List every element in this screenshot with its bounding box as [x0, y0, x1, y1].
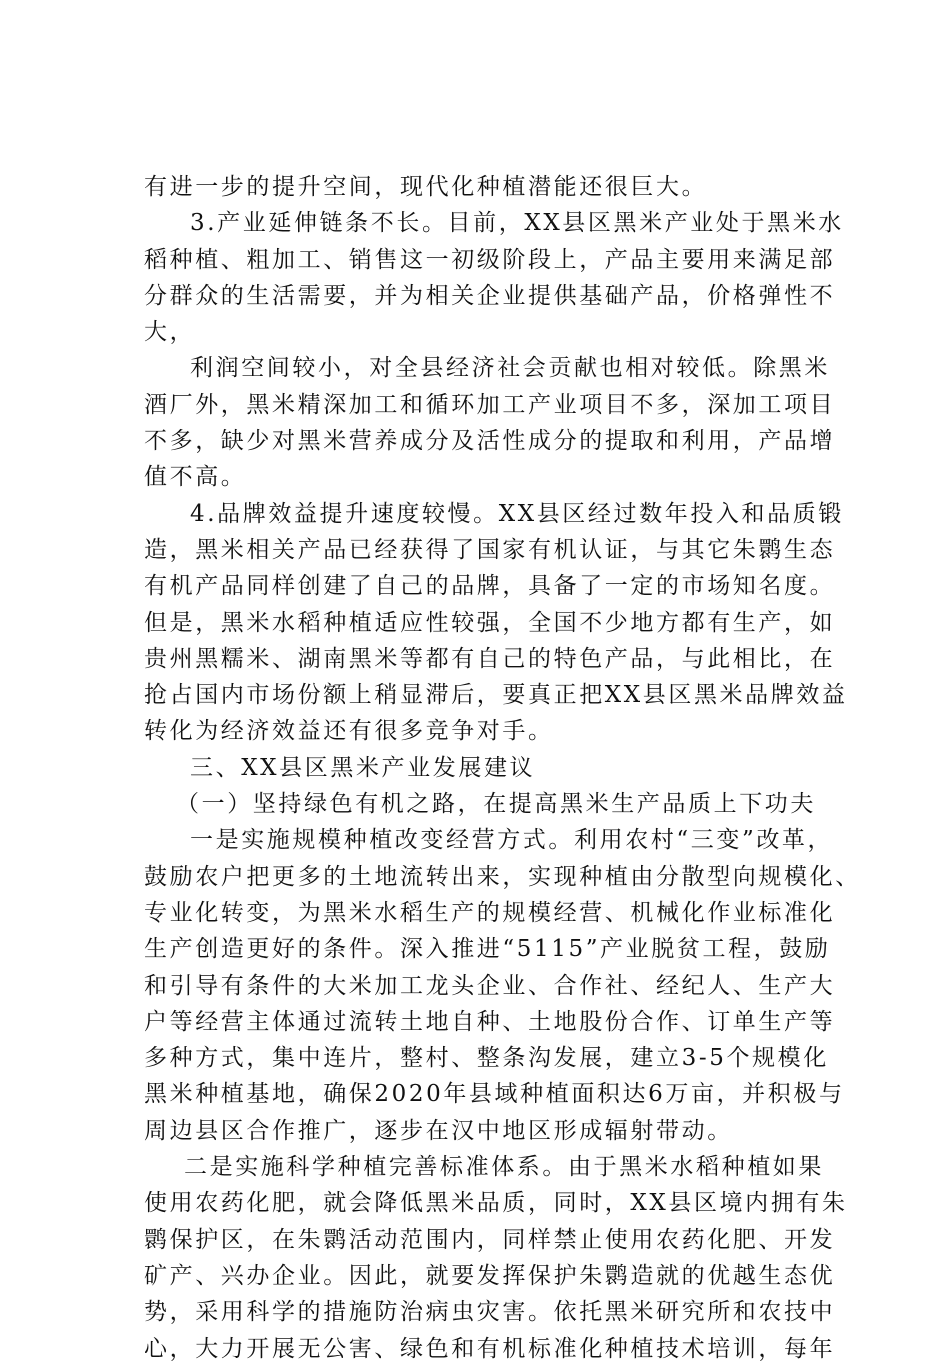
text-line: 3.产业延伸链条不长。目前，XX县区黑米产业处于黑米水	[190, 210, 844, 237]
text-line: 稻种植、粗加工、销售这一初级阶段上，产品主要用来满足部	[144, 246, 836, 273]
text-line: 和引导有条件的大米加工龙头企业、合作社、经纪人、生产大	[144, 972, 836, 999]
text-line: 值不高。	[144, 464, 247, 491]
text-line: 一是实施规模种植改变经营方式。利用农村“三变”改革，	[190, 827, 834, 854]
text-line: 矿产、兴办企业。因此，就要发挥保护朱鹮造就的优越生态优	[144, 1262, 836, 1289]
text-line: 心，大力开展无公害、绿色和有机标准化种植技术培训，每年	[144, 1335, 836, 1362]
text-line: 势，采用科学的措施防治病虫灾害。依托黑米研究所和农技中	[144, 1299, 836, 1326]
text-line: 有机产品同样创建了自己的品牌，具备了一定的市场知名度。	[144, 573, 836, 600]
text-line: 使用农药化肥，就会降低黑米品质，同时，XX县区境内拥有朱	[144, 1190, 848, 1217]
text-line: 周边县区合作推广，逐步在汉中地区形成辐射带动。	[144, 1117, 733, 1144]
text-line: 贵州黑糯米、湖南黑米等都有自己的特色产品，与此相比，在	[144, 645, 836, 672]
text-line: 多种方式，集中连片，整村、整条沟发展，建立3-5个规模化	[144, 1045, 829, 1072]
text-line: 鹮保护区，在朱鹮活动范围内，同样禁止使用农药化肥、开发	[144, 1226, 836, 1253]
text-line: 二是实施科学种植完善标准体系。由于黑米水稻种植如果	[184, 1154, 824, 1181]
text-line: 户等经营主体通过流转土地自种、土地股份合作、订单生产等	[144, 1008, 836, 1035]
text-line: 造，黑米相关产品已经获得了国家有机认证，与其它朱鹮生态	[144, 536, 836, 563]
text-line: 三、XX县区黑米产业发展建议	[190, 754, 536, 781]
text-line: 专业化转变，为黑米水稻生产的规模经营、机械化作业标准化	[144, 899, 836, 926]
text-line: 鼓励农户把更多的土地流转出来，实现种植由分散型向规模化、	[144, 863, 861, 890]
text-line: 大，	[144, 319, 196, 346]
text-line: 有进一步的提升空间，现代化种植潜能还很巨大。	[144, 174, 708, 200]
text-line: 转化为经济效益还有很多竞争对手。	[144, 718, 554, 745]
text-line: 4.品牌效益提升速度较慢。XX县区经过数年投入和品质锻	[190, 500, 844, 527]
text-line: 不多，缺少对黑米营养成分及活性成分的提取和利用，产品增	[144, 428, 836, 455]
text-line: 抢占国内市场份额上稍显滞后，要真正把XX县区黑米品牌效益	[144, 682, 848, 709]
text-line: 黑米种植基地，确保2020年县域种植面积达6万亩，并积极与	[144, 1081, 845, 1108]
text-line: 分群众的生活需要，并为相关企业提供基础产品，价格弹性不	[144, 282, 836, 309]
text-line: 利润空间较小，对全县经济社会贡献也相对较低。除黑米	[190, 355, 830, 382]
text-line: 酒厂外，黑米精深加工和循环加工产业项目不多，深加工项目	[144, 391, 836, 418]
document-body	[144, 169, 861, 1367]
text-line: 但是，黑米水稻种植适应性较强，全国不少地方都有生产，如	[144, 609, 836, 636]
text-line: （一）坚持绿色有机之路，在提高黑米生产品质上下功夫	[176, 791, 816, 818]
text-line: 生产创造更好的条件。深入推进“5115”产业脱贫工程，鼓励	[144, 936, 831, 963]
